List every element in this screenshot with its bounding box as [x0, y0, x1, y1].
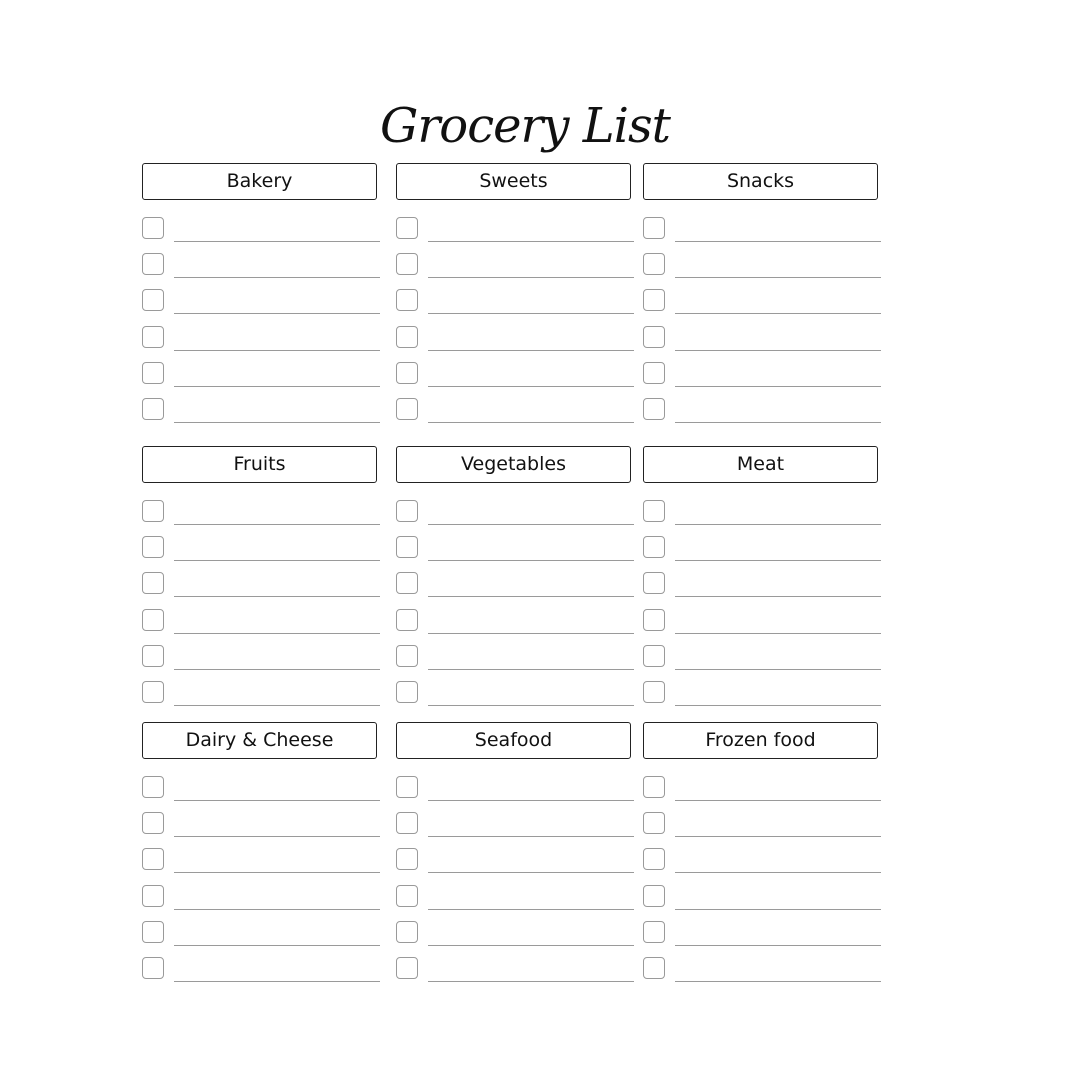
- list-item: [142, 217, 382, 243]
- section-header: Vegetables: [396, 446, 631, 483]
- list-item: [396, 609, 636, 635]
- item-checkbox[interactable]: [396, 681, 418, 703]
- list-item: [643, 645, 883, 671]
- list-item: [643, 536, 883, 562]
- list-item: [396, 217, 636, 243]
- list-item: [142, 398, 382, 424]
- item-entry-line[interactable]: [675, 909, 881, 910]
- item-entry-line[interactable]: [428, 909, 634, 910]
- item-checkbox[interactable]: [643, 885, 665, 907]
- item-entry-line[interactable]: [174, 386, 380, 387]
- item-checkbox[interactable]: [643, 776, 665, 798]
- item-entry-line[interactable]: [174, 981, 380, 982]
- item-entry-line[interactable]: [675, 633, 881, 634]
- item-entry-line[interactable]: [428, 277, 634, 278]
- list-item: [643, 500, 883, 526]
- item-entry-line[interactable]: [428, 800, 634, 801]
- list-item: [396, 848, 636, 874]
- list-item: [643, 921, 883, 947]
- item-checkbox[interactable]: [142, 812, 164, 834]
- item-entry-line[interactable]: [675, 705, 881, 706]
- item-entry-line[interactable]: [174, 596, 380, 597]
- item-checkbox[interactable]: [396, 848, 418, 870]
- item-entry-line[interactable]: [428, 422, 634, 423]
- item-entry-line[interactable]: [675, 386, 881, 387]
- item-entry-line[interactable]: [675, 422, 881, 423]
- item-entry-line[interactable]: [428, 945, 634, 946]
- item-checkbox[interactable]: [142, 776, 164, 798]
- section-header: Frozen food: [643, 722, 878, 759]
- item-checkbox[interactable]: [142, 848, 164, 870]
- item-entry-line[interactable]: [428, 313, 634, 314]
- list-item: [142, 500, 382, 526]
- section-header: Sweets: [396, 163, 631, 200]
- item-entry-line[interactable]: [428, 669, 634, 670]
- item-entry-line[interactable]: [428, 241, 634, 242]
- section-dairy-and-cheese: [142, 722, 382, 982]
- item-entry-line[interactable]: [675, 669, 881, 670]
- item-entry-line[interactable]: [428, 386, 634, 387]
- item-checkbox[interactable]: [643, 681, 665, 703]
- list-item: [396, 289, 636, 315]
- list-item: [142, 289, 382, 315]
- list-item: [142, 362, 382, 388]
- item-checkbox[interactable]: [643, 957, 665, 979]
- list-item: [142, 572, 382, 598]
- item-checkbox[interactable]: [142, 681, 164, 703]
- list-item: [643, 848, 883, 874]
- list-item: [643, 253, 883, 279]
- item-checkbox[interactable]: [396, 326, 418, 348]
- item-checkbox[interactable]: [142, 885, 164, 907]
- list-item: [643, 681, 883, 707]
- item-checkbox[interactable]: [142, 921, 164, 943]
- list-item: [643, 572, 883, 598]
- item-checkbox[interactable]: [142, 253, 164, 275]
- item-entry-line[interactable]: [675, 836, 881, 837]
- item-checkbox[interactable]: [142, 645, 164, 667]
- section-seafood: [396, 722, 636, 982]
- section-meat: [643, 446, 883, 706]
- item-entry-line[interactable]: [675, 241, 881, 242]
- item-entry-line[interactable]: [428, 836, 634, 837]
- list-item: [142, 536, 382, 562]
- item-checkbox[interactable]: [396, 217, 418, 239]
- list-item: [396, 253, 636, 279]
- section-sweets: [396, 163, 636, 423]
- section-header: Seafood: [396, 722, 631, 759]
- list-item: [142, 957, 382, 983]
- item-checkbox[interactable]: [142, 217, 164, 239]
- item-checkbox[interactable]: [643, 572, 665, 594]
- item-checkbox[interactable]: [643, 812, 665, 834]
- item-checkbox[interactable]: [643, 253, 665, 275]
- list-item: [643, 885, 883, 911]
- item-checkbox[interactable]: [396, 957, 418, 979]
- item-checkbox[interactable]: [142, 398, 164, 420]
- list-item: [142, 885, 382, 911]
- list-item: [396, 326, 636, 352]
- list-item: [643, 609, 883, 635]
- item-checkbox[interactable]: [643, 217, 665, 239]
- list-item: [643, 362, 883, 388]
- list-item: [643, 217, 883, 243]
- item-entry-line[interactable]: [428, 350, 634, 351]
- item-entry-line[interactable]: [174, 524, 380, 525]
- item-checkbox[interactable]: [396, 536, 418, 558]
- item-checkbox[interactable]: [396, 289, 418, 311]
- section-snacks: [643, 163, 883, 423]
- list-item: [396, 645, 636, 671]
- item-entry-line[interactable]: [428, 596, 634, 597]
- item-entry-line[interactable]: [675, 313, 881, 314]
- section-bakery: [142, 163, 382, 423]
- item-checkbox[interactable]: [643, 536, 665, 558]
- item-entry-line[interactable]: [675, 945, 881, 946]
- item-entry-line[interactable]: [174, 560, 380, 561]
- item-entry-line[interactable]: [675, 350, 881, 351]
- section-header: Snacks: [643, 163, 878, 200]
- list-item: [142, 812, 382, 838]
- list-item: [142, 253, 382, 279]
- section-vegetables: [396, 446, 636, 706]
- section-frozen-food: [643, 722, 883, 982]
- item-checkbox[interactable]: [643, 398, 665, 420]
- list-item: [142, 681, 382, 707]
- item-checkbox[interactable]: [396, 645, 418, 667]
- item-checkbox[interactable]: [643, 289, 665, 311]
- item-entry-line[interactable]: [428, 560, 634, 561]
- item-checkbox[interactable]: [396, 572, 418, 594]
- item-checkbox[interactable]: [643, 500, 665, 522]
- list-item: [643, 812, 883, 838]
- item-entry-line[interactable]: [675, 277, 881, 278]
- list-item: [396, 776, 636, 802]
- section-header: Bakery: [142, 163, 377, 200]
- item-checkbox[interactable]: [396, 500, 418, 522]
- list-item: [396, 572, 636, 598]
- list-item: [643, 398, 883, 424]
- list-item: [396, 681, 636, 707]
- item-checkbox[interactable]: [643, 645, 665, 667]
- item-entry-line[interactable]: [174, 277, 380, 278]
- list-item: [396, 500, 636, 526]
- list-item: [396, 812, 636, 838]
- page-title: Grocery List: [380, 98, 670, 154]
- list-item: [396, 921, 636, 947]
- item-entry-line[interactable]: [174, 836, 380, 837]
- item-entry-line[interactable]: [675, 800, 881, 801]
- list-item: [396, 957, 636, 983]
- item-checkbox[interactable]: [142, 289, 164, 311]
- item-checkbox[interactable]: [396, 398, 418, 420]
- list-item: [643, 776, 883, 802]
- list-item: [396, 536, 636, 562]
- item-entry-line[interactable]: [675, 560, 881, 561]
- item-entry-line[interactable]: [675, 524, 881, 525]
- item-checkbox[interactable]: [142, 609, 164, 631]
- item-checkbox[interactable]: [142, 572, 164, 594]
- item-checkbox[interactable]: [643, 848, 665, 870]
- item-entry-line[interactable]: [675, 596, 881, 597]
- item-checkbox[interactable]: [396, 776, 418, 798]
- item-entry-line[interactable]: [174, 350, 380, 351]
- list-item: [142, 609, 382, 635]
- item-checkbox[interactable]: [643, 326, 665, 348]
- item-entry-line[interactable]: [174, 241, 380, 242]
- item-entry-line[interactable]: [174, 909, 380, 910]
- item-checkbox[interactable]: [396, 362, 418, 384]
- item-checkbox[interactable]: [643, 609, 665, 631]
- item-entry-line[interactable]: [428, 633, 634, 634]
- list-item: [643, 289, 883, 315]
- item-entry-line[interactable]: [174, 800, 380, 801]
- item-entry-line[interactable]: [428, 705, 634, 706]
- section-header: Fruits: [142, 446, 377, 483]
- item-checkbox[interactable]: [643, 921, 665, 943]
- item-checkbox[interactable]: [396, 885, 418, 907]
- item-entry-line[interactable]: [174, 945, 380, 946]
- list-item: [396, 362, 636, 388]
- item-checkbox[interactable]: [142, 536, 164, 558]
- list-item: [643, 957, 883, 983]
- list-item: [396, 885, 636, 911]
- item-checkbox[interactable]: [142, 957, 164, 979]
- section-header: Dairy & Cheese: [142, 722, 377, 759]
- section-header: Meat: [643, 446, 878, 483]
- item-entry-line[interactable]: [174, 705, 380, 706]
- item-entry-line[interactable]: [174, 633, 380, 634]
- item-entry-line[interactable]: [675, 981, 881, 982]
- item-checkbox[interactable]: [643, 362, 665, 384]
- item-checkbox[interactable]: [396, 921, 418, 943]
- item-checkbox[interactable]: [142, 326, 164, 348]
- list-item: [643, 326, 883, 352]
- list-item: [396, 398, 636, 424]
- item-entry-line[interactable]: [428, 872, 634, 873]
- item-checkbox[interactable]: [142, 500, 164, 522]
- item-entry-line[interactable]: [675, 872, 881, 873]
- item-checkbox[interactable]: [396, 609, 418, 631]
- item-checkbox[interactable]: [142, 362, 164, 384]
- item-entry-line[interactable]: [174, 872, 380, 873]
- list-item: [142, 848, 382, 874]
- list-item: [142, 326, 382, 352]
- list-item: [142, 776, 382, 802]
- list-item: [142, 645, 382, 671]
- section-fruits: [142, 446, 382, 706]
- item-entry-line[interactable]: [174, 313, 380, 314]
- list-item: [142, 921, 382, 947]
- item-entry-line[interactable]: [428, 524, 634, 525]
- item-checkbox[interactable]: [396, 253, 418, 275]
- item-entry-line[interactable]: [174, 669, 380, 670]
- item-entry-line[interactable]: [428, 981, 634, 982]
- item-checkbox[interactable]: [396, 812, 418, 834]
- item-entry-line[interactable]: [174, 422, 380, 423]
